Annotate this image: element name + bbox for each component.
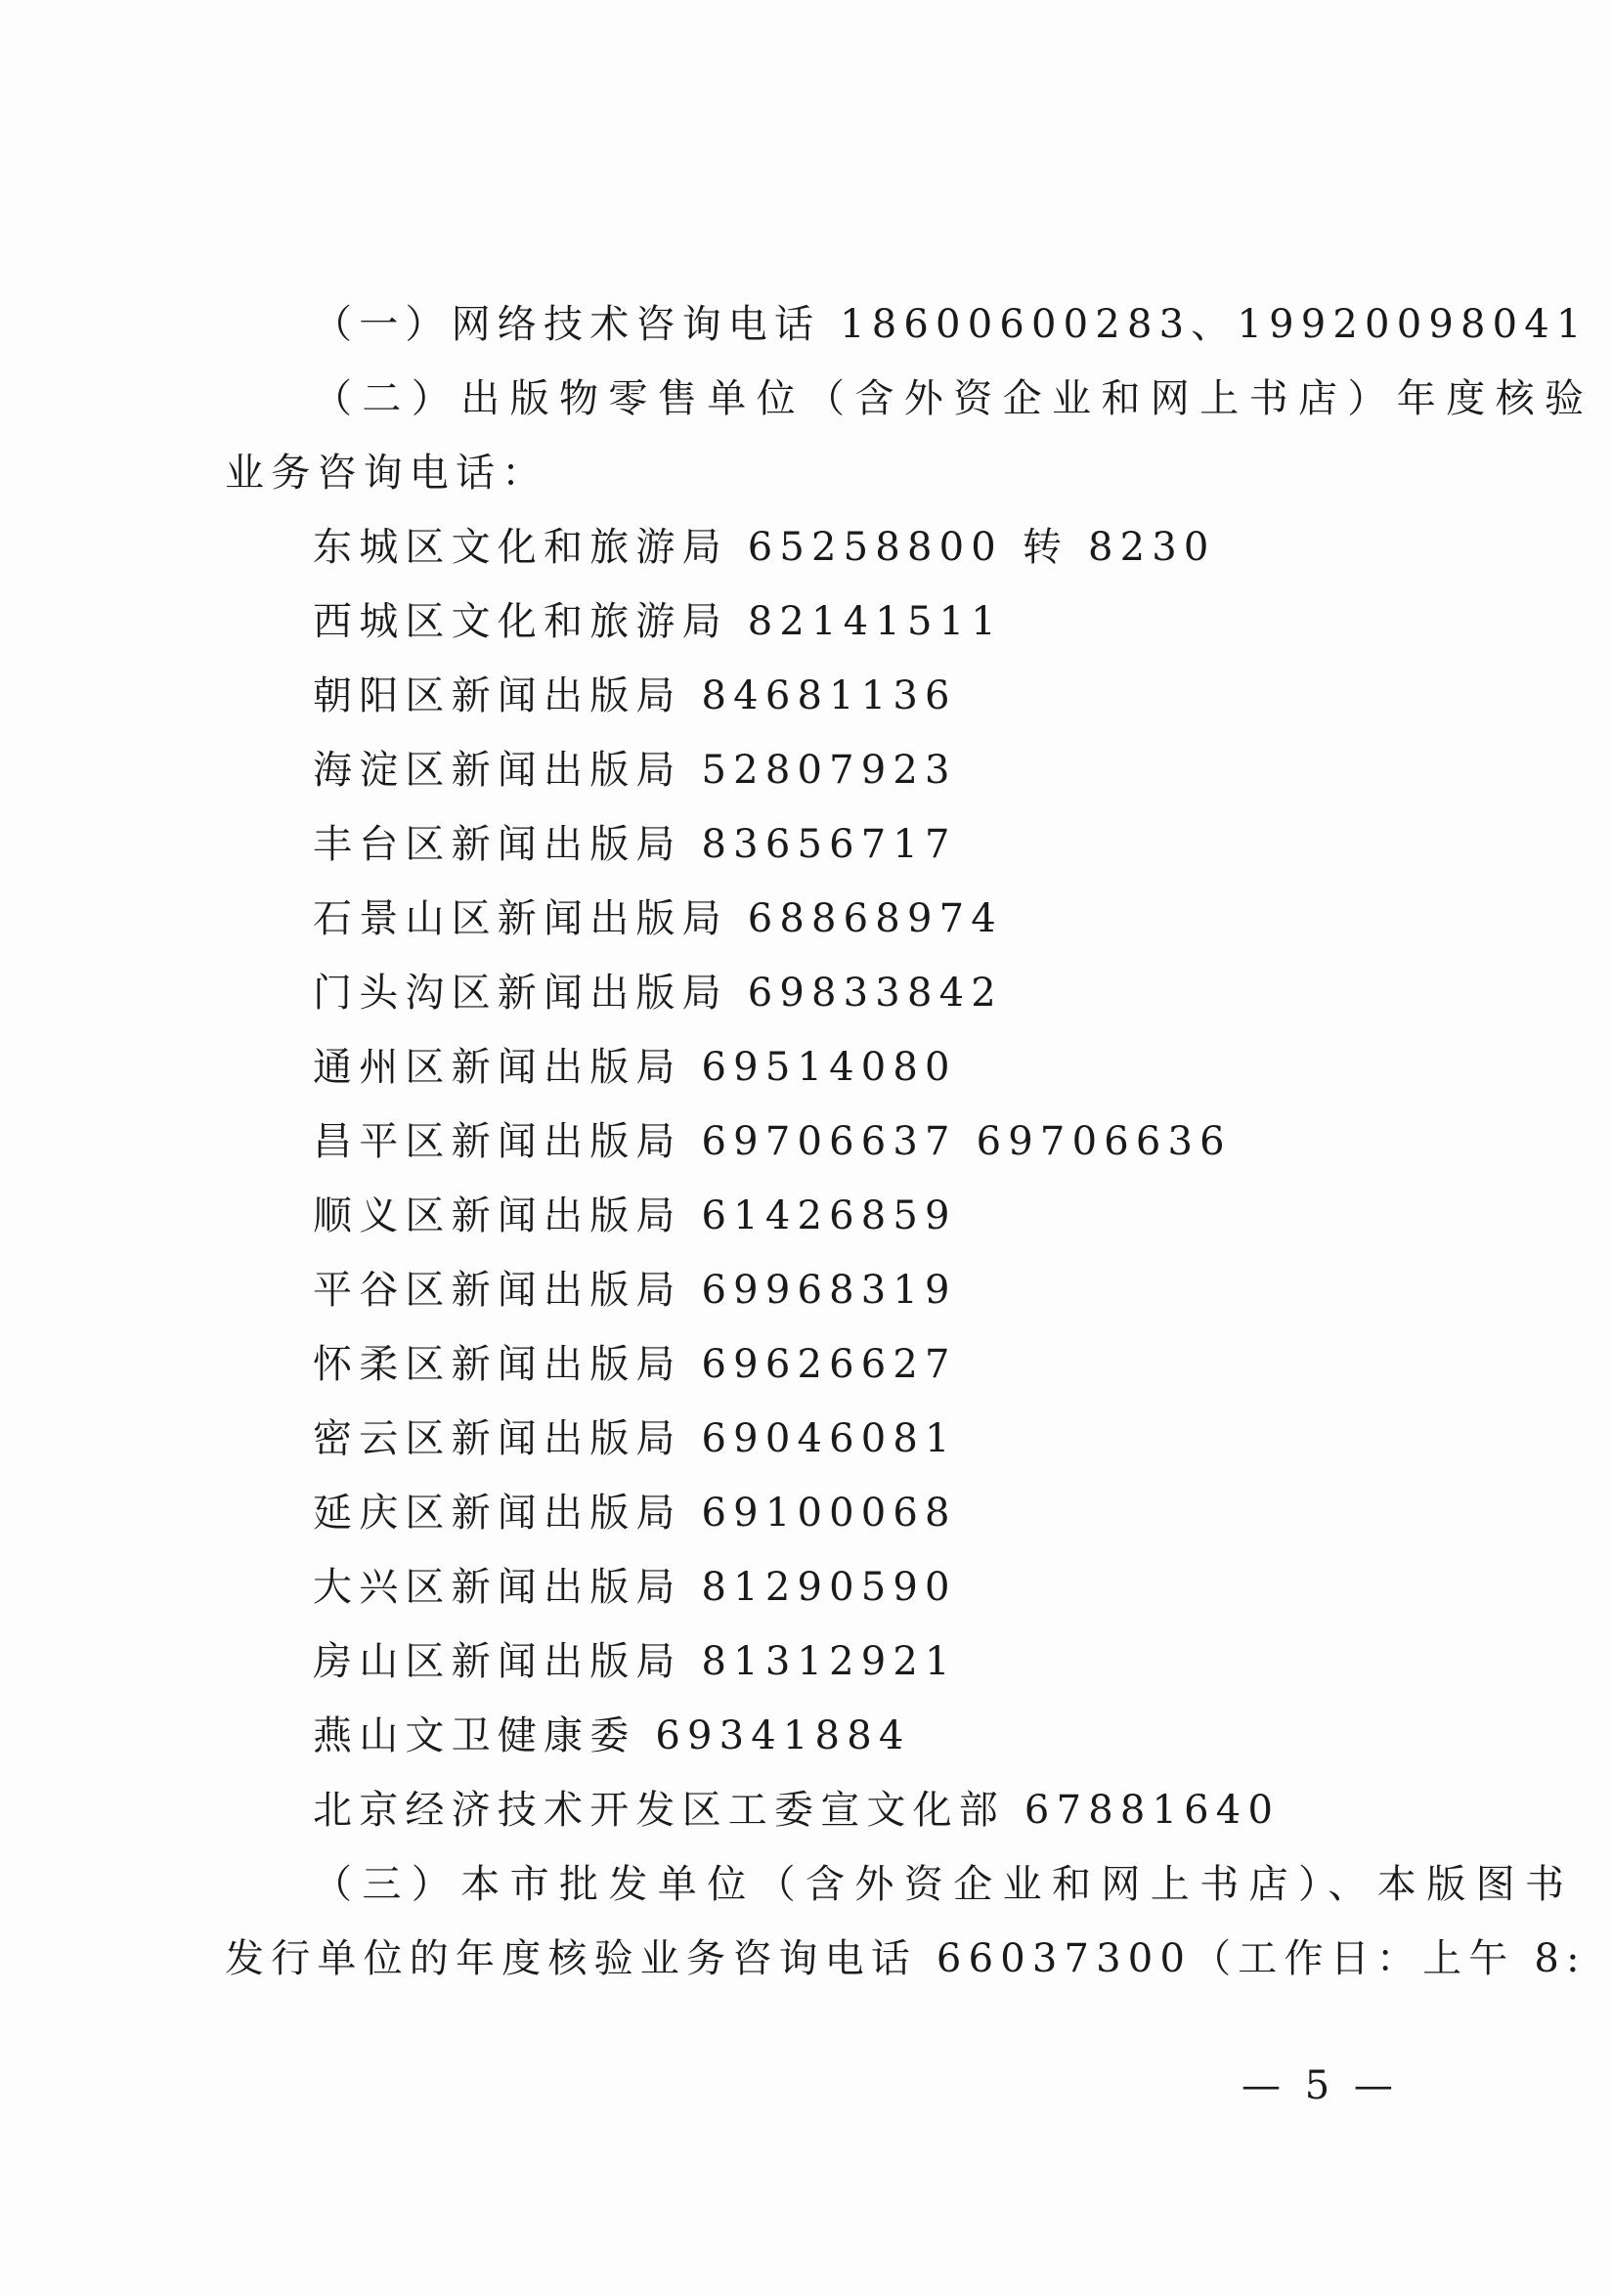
contact-item-xicheng: 西城区文化和旅游局 82141511 [313, 599, 1003, 644]
contact-item-haidian: 海淀区新闻出版局 52807923 [313, 748, 957, 793]
contact-item-tongzhou: 通州区新闻出版局 69514080 [313, 1045, 957, 1090]
contact-item-yanshan: 燕山文卫健康委 69341884 [313, 1713, 911, 1758]
contact-item-fengtai: 丰台区新闻出版局 83656717 [313, 822, 957, 867]
contact-item-yizhuang: 北京经济技术开发区工委宣文化部 67881640 [313, 1788, 1281, 1833]
contact-item-daxing: 大兴区新闻出版局 81290590 [313, 1565, 957, 1610]
contact-item-mentougou: 门头沟区新闻出版局 69833842 [313, 971, 1003, 1016]
wholesale-unit-line1: （三）本市批发单位（含外资企业和网上书店）、本版图书 [313, 1862, 1575, 1907]
contact-item-shunyi: 顺义区新闻出版局 61426859 [313, 1193, 957, 1238]
wholesale-unit-line2: 发行单位的年度核验业务咨询电话 66037300（工作日：上午 8: [225, 1936, 1587, 1981]
contact-item-pinggu: 平谷区新闻出版局 69968319 [313, 1268, 957, 1313]
network-support-phone: （一）网络技术咨询电话 18600600283、19920098041 [313, 302, 1589, 347]
contact-item-changping: 昌平区新闻出版局 69706637 69706636 [313, 1119, 1232, 1164]
contact-item-dongcheng: 东城区文化和旅游局 65258800 转 8230 [313, 525, 1216, 570]
contact-item-huairou: 怀柔区新闻出版局 69626627 [313, 1342, 957, 1387]
contact-item-shijingshan: 石景山区新闻出版局 68868974 [313, 896, 1003, 941]
retail-unit-heading-line1: （二）出版物零售单位（含外资企业和网上书店）年度核验 [313, 376, 1594, 421]
contact-item-yanqing: 延庆区新闻出版局 69100068 [313, 1491, 957, 1536]
contact-item-chaoyang: 朝阳区新闻出版局 84681136 [313, 673, 957, 718]
contact-item-miyun: 密云区新闻出版局 69046081 [313, 1416, 957, 1461]
retail-unit-heading-line2: 业务咨询电话： [225, 451, 548, 496]
page-number: — 5 — [1242, 2063, 1399, 2108]
contact-item-fangshan: 房山区新闻出版局 81312921 [313, 1639, 957, 1684]
